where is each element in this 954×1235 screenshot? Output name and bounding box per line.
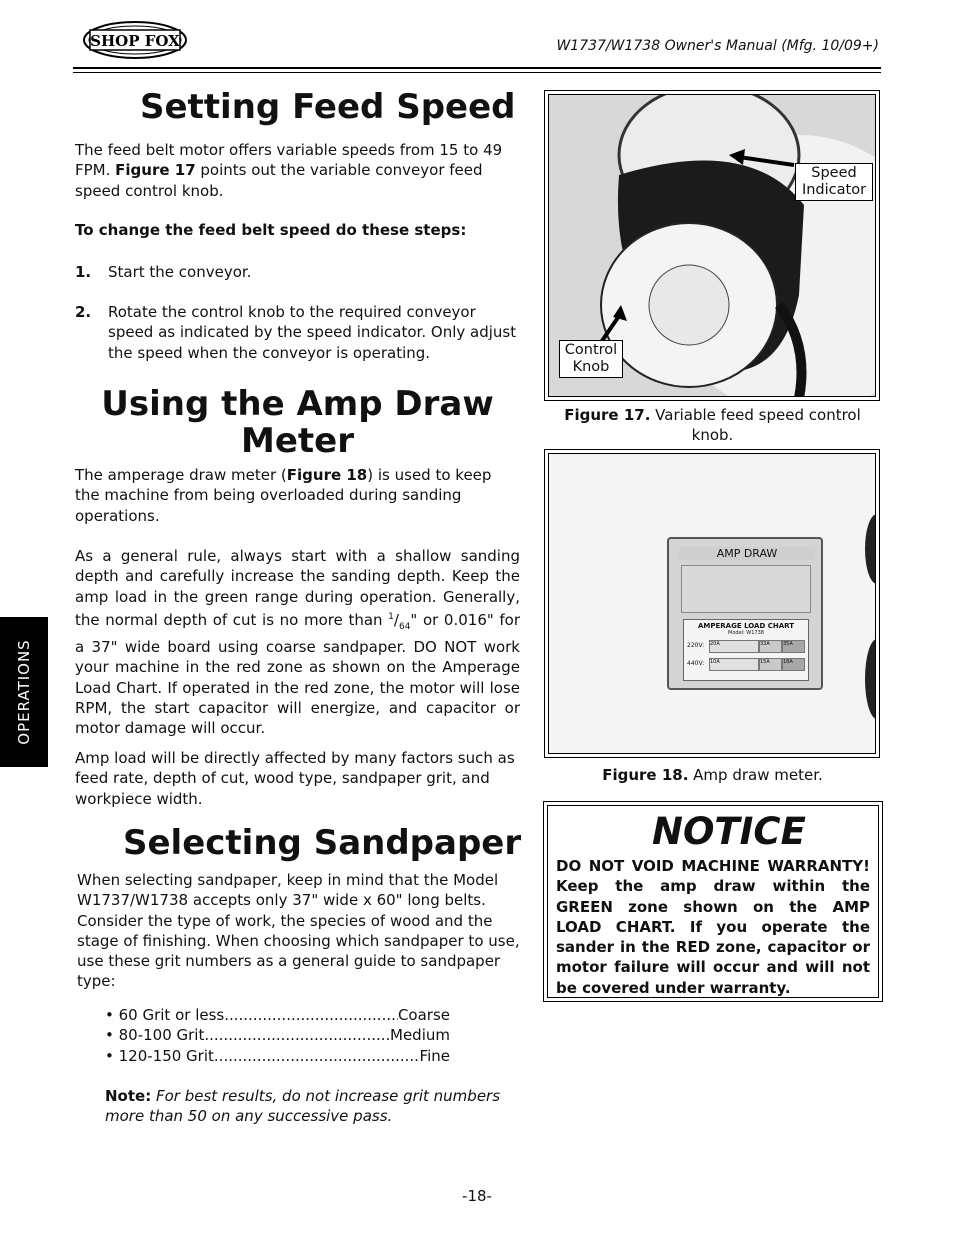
meter-label: AMP DRAW	[679, 547, 815, 560]
sandpaper-paragraph: When selecting sandpaper, keep in mind that the Model W1737/W1738 accepts only 37" wide x 60" long belts. Consider the type of work, the species of wood and the stage of finishing. When choosing which sandpaper to use, use these grit numbers as a general guide to sandpaper type:	[77, 871, 520, 991]
section-title-feed-speed: Setting Feed Speed	[140, 87, 516, 127]
section-title-sandpaper: Selecting Sandpaper	[123, 823, 522, 863]
fraction-numerator: 1	[388, 611, 394, 622]
amp-p1-text-2: ) is used to keep the machine from being overloaded during sanding operations.	[75, 466, 492, 525]
intro-figure-ref: Figure 17	[115, 161, 196, 180]
figure-17-photo	[548, 94, 876, 397]
control-knob-callout: Control Knob	[559, 340, 623, 378]
grit-range: • 60 Grit or less	[105, 1006, 225, 1024]
fraction-denominator: 64	[398, 621, 411, 632]
grit-list	[105, 1005, 450, 1066]
amp-draw-paragraph-2: As a general rule, always start with a shallow sanding depth and carefully increase the sanding depth. Keep the amp load in the green range during operation. Generally, the normal depth of cut is no more than $^1/_{64}$" or 0.016" for a 37" wide board using coarse sandpaper. DO NOT work your machine in the red zone as shown on the Amperage Load Chart. If operated in the red zone, the motor will lose RPM, the start capacitor will energize, and capacitor or motor damage will occur.	[75, 547, 521, 738]
grit-list-item	[105, 1025, 450, 1045]
figure-17-caption-text: Variable feed speed control knob.	[650, 406, 861, 444]
amp-draw-paragraph-1	[75, 465, 520, 526]
grit-type: Medium	[390, 1026, 450, 1045]
chart-title: AMPERAGE LOAD CHART	[698, 622, 794, 630]
green-zone: 10A	[709, 658, 759, 671]
logo-text: SHOP FOX	[90, 32, 180, 50]
steps-heading: To change the feed belt speed do these steps:	[75, 221, 467, 239]
chart-row	[687, 640, 805, 652]
step-text: Start the conveyor.	[108, 263, 252, 281]
red-zone: 35A	[782, 640, 805, 653]
section-side-tab	[0, 617, 48, 767]
step-item	[75, 302, 525, 363]
step-item	[75, 262, 525, 282]
figure-17-caption	[555, 405, 870, 445]
grit-list-item	[105, 1046, 450, 1066]
intro-text-1: The feed belt motor offers variable speeds from 15 to 49 FPM.	[75, 141, 503, 180]
leader-dots	[204, 1025, 390, 1045]
amp-p1-figure-ref: Figure 18	[286, 466, 368, 484]
amp-draw-paragraph-3: Amp load will be directly affected by many factors such as feed rate, depth of cut, wood type, sandpaper grit, and workpiece width.	[75, 749, 515, 808]
step-number: 1.	[75, 263, 92, 281]
grit-note	[105, 1086, 525, 1127]
figure-18-label: Figure 18.	[602, 766, 689, 784]
section-title-amp-draw: Using the Amp Draw Meter	[101, 384, 494, 461]
note-label: Note:	[105, 1087, 152, 1105]
grit-type: Coarse	[397, 1006, 450, 1024]
yellow-zone: 15A	[759, 658, 782, 671]
red-zone: 18A	[782, 658, 805, 671]
yellow-zone: 33A	[759, 640, 782, 653]
notice-inner	[547, 805, 879, 998]
notice-box	[543, 801, 883, 1002]
header-divider	[73, 67, 881, 69]
green-zone: 20A	[709, 640, 759, 653]
amp-p1-text-1: The amperage draw meter (	[75, 466, 287, 484]
notice-body: DO NOT VOID MACHINE WARRANTY! Keep the amp draw within the GREEN zone shown on the AMP LOAD CHART. If you operate the sander in the RED zone, capacitor or motor failure will occur and will not be covered under warranty.	[556, 857, 870, 997]
amp-draw-meter	[667, 537, 823, 690]
manual-title: W1737/W1738 Owner's Manual (Mfg. 10/09+)	[556, 38, 879, 54]
chart-row	[687, 658, 805, 670]
header-divider-thin	[73, 72, 881, 73]
figure-18-caption	[555, 765, 870, 785]
meter-display	[681, 565, 811, 613]
notice-title: NOTICE	[652, 810, 806, 853]
figure-17-frame	[544, 90, 880, 401]
side-tab-label: OPERATIONS	[15, 639, 33, 745]
figure-17-label: Figure 17.	[564, 406, 651, 424]
voltage-label: 440V:	[687, 660, 705, 667]
leader-dots	[214, 1046, 420, 1066]
figure-18-photo	[548, 453, 876, 754]
speed-indicator-callout: Speed Indicator	[795, 163, 873, 201]
step-text: Rotate the control knob to the required conveyor speed as indicated by the speed indicator. Only adjust the speed when the conveyor is operating.	[108, 303, 517, 362]
intro-text-2: points out the variable conveyor feed speed control knob.	[75, 161, 483, 200]
amperage-load-chart	[683, 619, 809, 681]
note-text: For best results, do not increase grit numbers more than 50 on any successive pass.	[105, 1087, 501, 1126]
grit-type: Fine	[419, 1046, 450, 1065]
amp-p2-text-2: " or 0.016" for a 37" wide board using coarse sandpaper. DO NOT work your machine in the red zone as shown on the Amperage Load Chart. If operated in the red zone, the motor will lose RPM, the start capacitor will energize, and capacitor or motor damage will occur.	[75, 610, 521, 738]
grit-range: • 80-100 Grit	[105, 1026, 205, 1045]
step-number: 2.	[75, 303, 92, 321]
chart-model: Model: W1738	[728, 630, 764, 636]
figure-18-caption-text: Amp draw meter.	[688, 766, 823, 784]
voltage-label: 220V:	[687, 642, 705, 649]
shop-fox-logo	[82, 20, 188, 60]
grit-list-item	[105, 1005, 450, 1025]
feed-speed-intro	[75, 140, 525, 201]
leader-dots	[224, 1005, 398, 1025]
figure-18-frame	[544, 449, 880, 758]
grit-range: • 120-150 Grit	[105, 1046, 214, 1065]
amp-p2-text-1: As a general rule, always start with a shallow sanding depth and carefully increase the sanding depth. Keep the amp load in the green range during operation. Generally, the normal depth of cut is no more than	[75, 547, 520, 629]
page-number: -18-	[462, 1187, 492, 1205]
